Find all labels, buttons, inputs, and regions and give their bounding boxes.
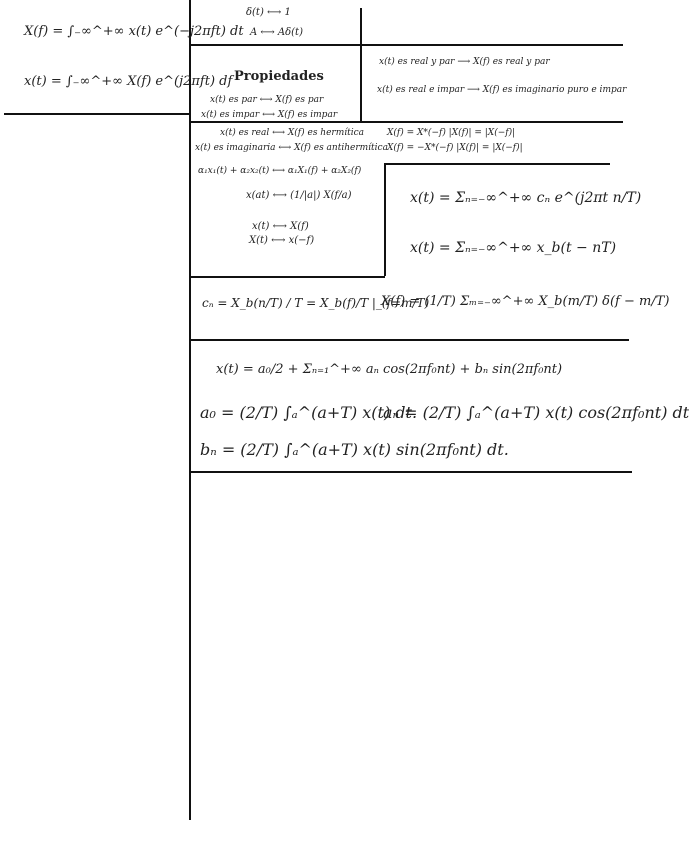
real-property-equations: X(f) = X*(−f) |X(f)| = |X(−f)| (387, 128, 516, 138)
imaginary-property-equations: X(f) = −X*(−f) |X(f)| = |X(−f)| (387, 143, 523, 153)
complex-exponential-series: x(t) = Σₙ₌₋∞^+∞ cₙ e^(j2πt n/T) (410, 190, 642, 206)
coefficients-bottom-rule (189, 339, 629, 341)
imaginary-property: x(t) es imaginaria ⟷ X(f) es antihermítica (195, 143, 388, 153)
properties-top-rule (189, 121, 623, 123)
properties-title: Propiedades (234, 69, 324, 84)
duality-pair-1: x(t) ⟷ X(f) (252, 221, 309, 232)
fourier-transform-formula: X(f) = ∫₋∞^+∞ x(t) e^(−j2πft) dt (24, 24, 244, 39)
inverse-transform-formula: x(t) = ∫₋∞^+∞ X(f) e^(j2πft) df (24, 74, 233, 89)
constant-pair: A ⟷ Aδ(t) (250, 27, 303, 38)
trig-series-formula: x(t) = a₀/2 + Σₙ₌₁^+∞ aₙ cos(2πf₀nt) + bₙ sin(2πf₀nt) (216, 362, 563, 377)
delta-pair: δ(t) ⟷ 1 (246, 7, 291, 18)
properties-bottom-rule (189, 276, 385, 278)
linearity-property: α₁x₁(t) + α₂x₂(t) ⟷ α₁X₁(f) + α₂X₂(f) (198, 166, 362, 176)
cn-coefficient-formula: cₙ = X_b(n/T) / T = X_b(f)/T |_(f=m/T) (202, 296, 430, 310)
odd-property: x(t) es impar ⟷ X(f) es impar (201, 110, 338, 120)
real-even-property: x(t) es real y par ⟶ X(f) es real y par (379, 57, 550, 67)
duality-pair-2: X(t) ⟷ x(−f) (249, 235, 315, 246)
top-rule (189, 44, 623, 46)
scaling-property: x(at) ⟷ (1/|a|) X(f/a) (246, 190, 352, 201)
periodic-box-top (384, 163, 610, 165)
vertical-divider-main (189, 0, 191, 820)
left-block-bottom-rule (4, 113, 190, 115)
a0-formula: a₀ = (2/T) ∫ₐ^(a+T) x(t) dt. (200, 403, 418, 422)
periodic-replica-sum: x(t) = Σₙ₌₋∞^+∞ x_b(t − nT) (410, 240, 617, 256)
real-odd-property: x(t) es real e impar ⟶ X(f) es imaginario puro e impar (377, 85, 627, 95)
even-property: x(t) es par ⟷ X(f) es par (210, 95, 324, 105)
vertical-divider-top (360, 8, 362, 122)
real-property: x(t) es real ⟷ X(f) es hermítica (220, 128, 365, 138)
trig-bottom-rule (189, 471, 632, 473)
bn-formula: bₙ = (2/T) ∫ₐ^(a+T) x(t) sin(2πf₀nt) dt. (200, 440, 509, 459)
periodic-box-left (384, 163, 386, 276)
periodic-spectrum-formula: X(f) = (1/T) Σₘ₌₋∞^+∞ X_b(m/T) δ(f − m/T) (381, 294, 670, 309)
an-formula: aₙ = (2/T) ∫ₐ^(a+T) x(t) cos(2πf₀nt) dt (383, 403, 689, 422)
